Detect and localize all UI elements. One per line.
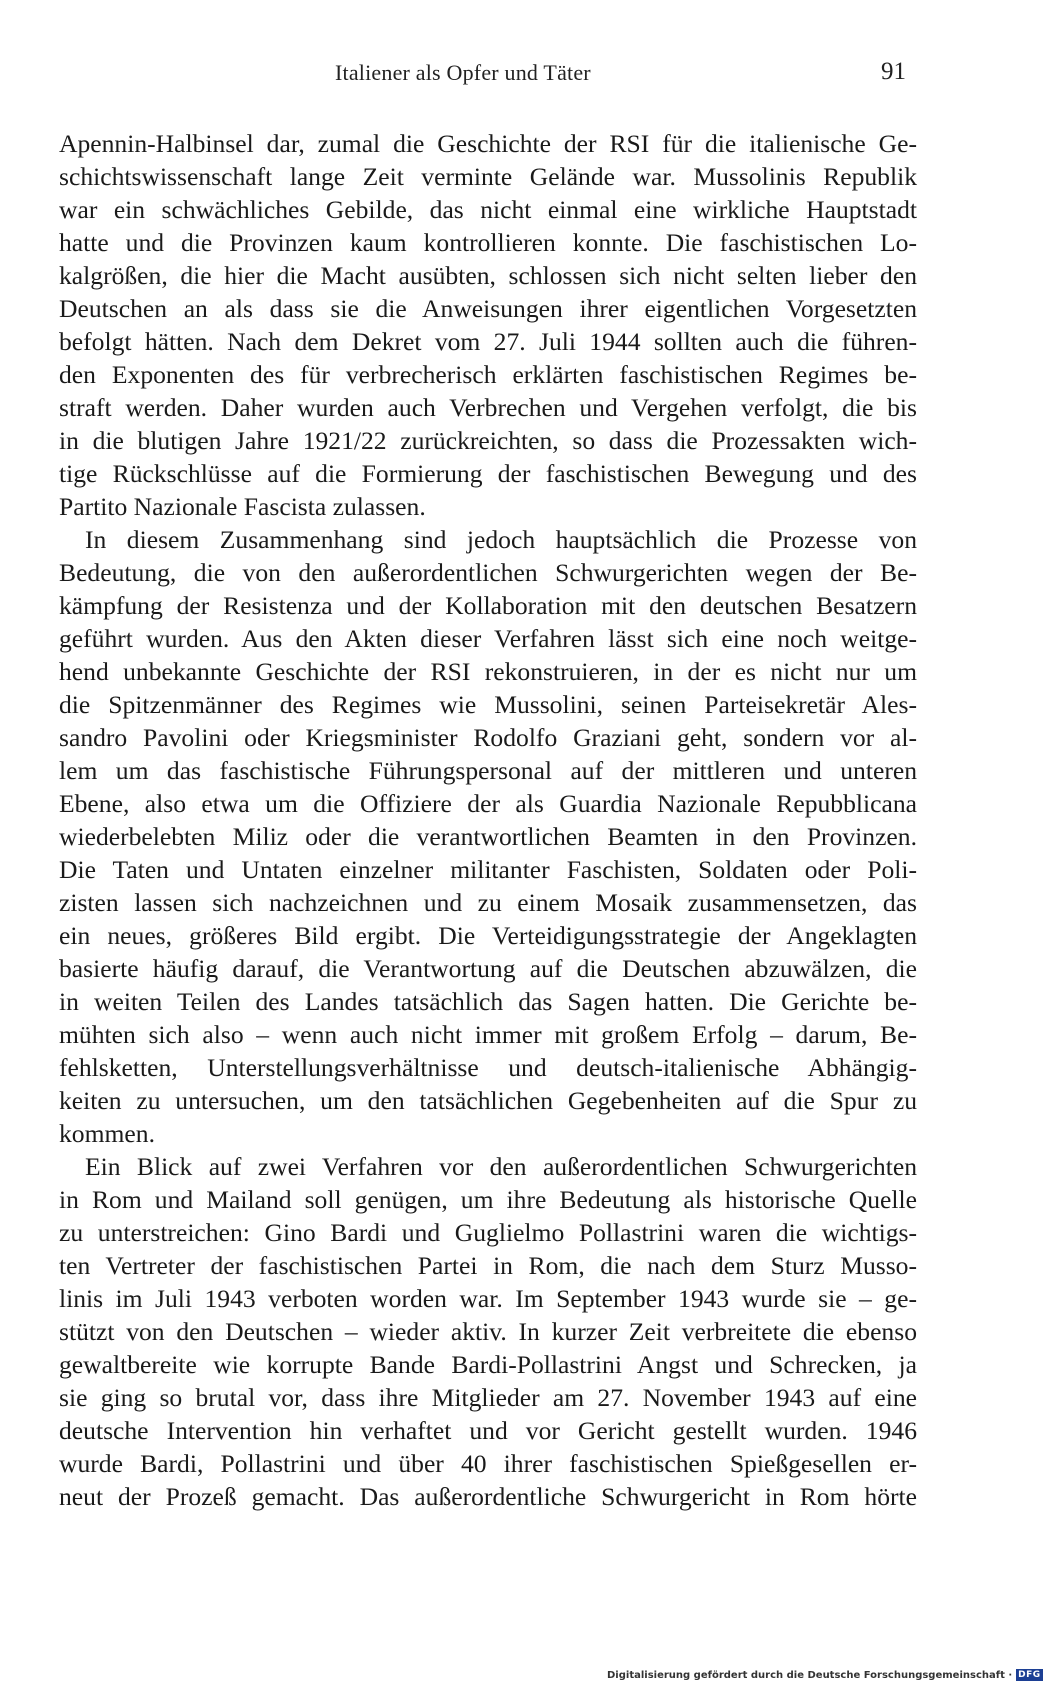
text-line: straft werden. Daher wurden auch Verbrechen und Vergehen verfolgt, die bis <box>59 393 917 422</box>
text-line: Ein Blick auf zwei Verfahren vor den außerordentlichen Schwurgerichten <box>85 1152 917 1181</box>
text-line: fehlsketten, Unterstellungsverhältnisse und deutsch-italienische Abhängig- <box>59 1053 917 1082</box>
text-line: kommen. <box>59 1119 155 1148</box>
text-line: hatte und die Provinzen kaum kontrollieren konnte. Die faschistischen Lo- <box>59 228 917 257</box>
text-line: keiten zu untersuchen, um den tatsächlichen Gegebenheiten auf die Spur zu <box>59 1086 917 1115</box>
text-line: In diesem Zusammenhang sind jedoch hauptsächlich die Prozesse von <box>85 525 917 554</box>
text-line: wiederbelebten Miliz oder die verantwortlichen Beamten in den Provinzen. <box>59 822 917 851</box>
text-line: zisten lassen sich nachzeichnen und zu einem Mosaik zusammensetzen, das <box>59 888 917 917</box>
running-title: Italiener als Opfer und Täter <box>335 60 591 85</box>
text-line: sie ging so brutal vor, dass ihre Mitglieder am 27. November 1943 auf eine <box>59 1383 917 1412</box>
text-line: geführt wurden. Aus den Akten dieser Verfahren lässt sich eine noch weitge- <box>59 624 917 653</box>
text-line: zu unterstreichen: Gino Bardi und Guglielmo Pollastrini waren die wichtigs- <box>59 1218 917 1247</box>
text-line: gewaltbereite wie korrupte Bande Bardi-Pollastrini Angst und Schrecken, ja <box>59 1350 917 1379</box>
dfg-logo: DFG <box>1018 1670 1041 1680</box>
text-line: mühten sich also – wenn auch nicht immer mit großem Erfolg – darum, Be- <box>59 1020 917 1049</box>
page-number: 91 <box>881 58 906 85</box>
text-line: linis im Juli 1943 verboten worden war. Im September 1943 wurde sie – ge- <box>59 1284 917 1313</box>
text-line: stützt von den Deutschen – wieder aktiv. In kurzer Zeit verbreitete die ebenso <box>59 1317 917 1346</box>
text-line: den Exponenten des für verbrecherisch erklärten faschistischen Regimes be- <box>59 360 917 389</box>
text-line: deutsche Intervention hin verhaftet und vor Gericht gestellt wurden. 1946 <box>59 1416 917 1445</box>
text-line: in Rom und Mailand soll genügen, um ihre Bedeutung als historische Quelle <box>59 1185 917 1214</box>
text-line: basierte häufig darauf, die Verantwortung auf die Deutschen abzuwälzen, die <box>59 954 917 983</box>
text-line: ten Vertreter der faschistischen Partei in Rom, die nach dem Sturz Musso- <box>59 1251 917 1280</box>
text-line: Bedeutung, die von den außerordentlichen Schwurgerichten wegen der Be- <box>59 558 917 587</box>
text-line: tige Rückschlüsse auf die Formierung der faschistischen Bewegung und des <box>59 459 917 488</box>
text-line: in die blutigen Jahre 1921/22 zurückreichten, so dass die Prozessakten wich- <box>59 426 917 455</box>
text-line: befolgt hätten. Nach dem Dekret vom 27. Juli 1944 sollten auch die führen- <box>59 327 917 356</box>
text-line: Partito Nazionale Fascista zulassen. <box>59 492 426 521</box>
text-line: Apennin-Halbinsel dar, zumal die Geschichte der RSI für die italienische Ge- <box>59 129 917 158</box>
text-line: war ein schwächliches Gebilde, das nicht einmal eine wirkliche Hauptstadt <box>59 195 917 224</box>
text-line: kämpfung der Resistenza und der Kollaboration mit den deutschen Besatzern <box>59 591 917 620</box>
text-line: kalgrößen, die hier die Macht ausübten, schlossen sich nicht selten lieber den <box>59 261 917 290</box>
text-line: in weiten Teilen des Landes tatsächlich das Sagen hatten. Die Gerichte be- <box>59 987 917 1016</box>
body-text <box>59 127 917 1513</box>
text-line: neut der Prozeß gemacht. Das außerordentliche Schwurgericht in Rom hörte <box>59 1482 917 1511</box>
text-line: wurde Bardi, Pollastrini und über 40 ihrer faschistischen Spießgesellen er- <box>59 1449 917 1478</box>
text-line: schichtswissenschaft lange Zeit verminte Gelände war. Mussolinis Republik <box>59 162 917 191</box>
digitization-credit <box>607 1669 1043 1681</box>
text-line: sandro Pavolini oder Kriegsminister Rodolfo Graziani geht, sondern vor al- <box>59 723 917 752</box>
text-line: Die Taten und Untaten einzelner militanter Faschisten, Soldaten oder Poli- <box>59 855 917 884</box>
credit-text: Digitalisierung gefördert durch die Deutsche Forschungsgemeinschaft · <box>607 1670 1013 1681</box>
text-line: die Spitzenmänner des Regimes wie Mussolini, seinen Parteisekretär Ales- <box>59 690 917 719</box>
text-line: Deutschen an als dass sie die Anweisungen ihrer eigentlichen Vorgesetzten <box>59 294 917 323</box>
text-line: ein neues, größeres Bild ergibt. Die Verteidigungsstrategie der Angeklagten <box>59 921 917 950</box>
text-line: lem um das faschistische Führungspersonal auf der mittleren und unteren <box>59 756 917 785</box>
text-line: Ebene, also etwa um die Offiziere der als Guardia Nazionale Repubblicana <box>59 789 917 818</box>
text-line: hend unbekannte Geschichte der RSI rekonstruieren, in der es nicht nur um <box>59 657 917 686</box>
